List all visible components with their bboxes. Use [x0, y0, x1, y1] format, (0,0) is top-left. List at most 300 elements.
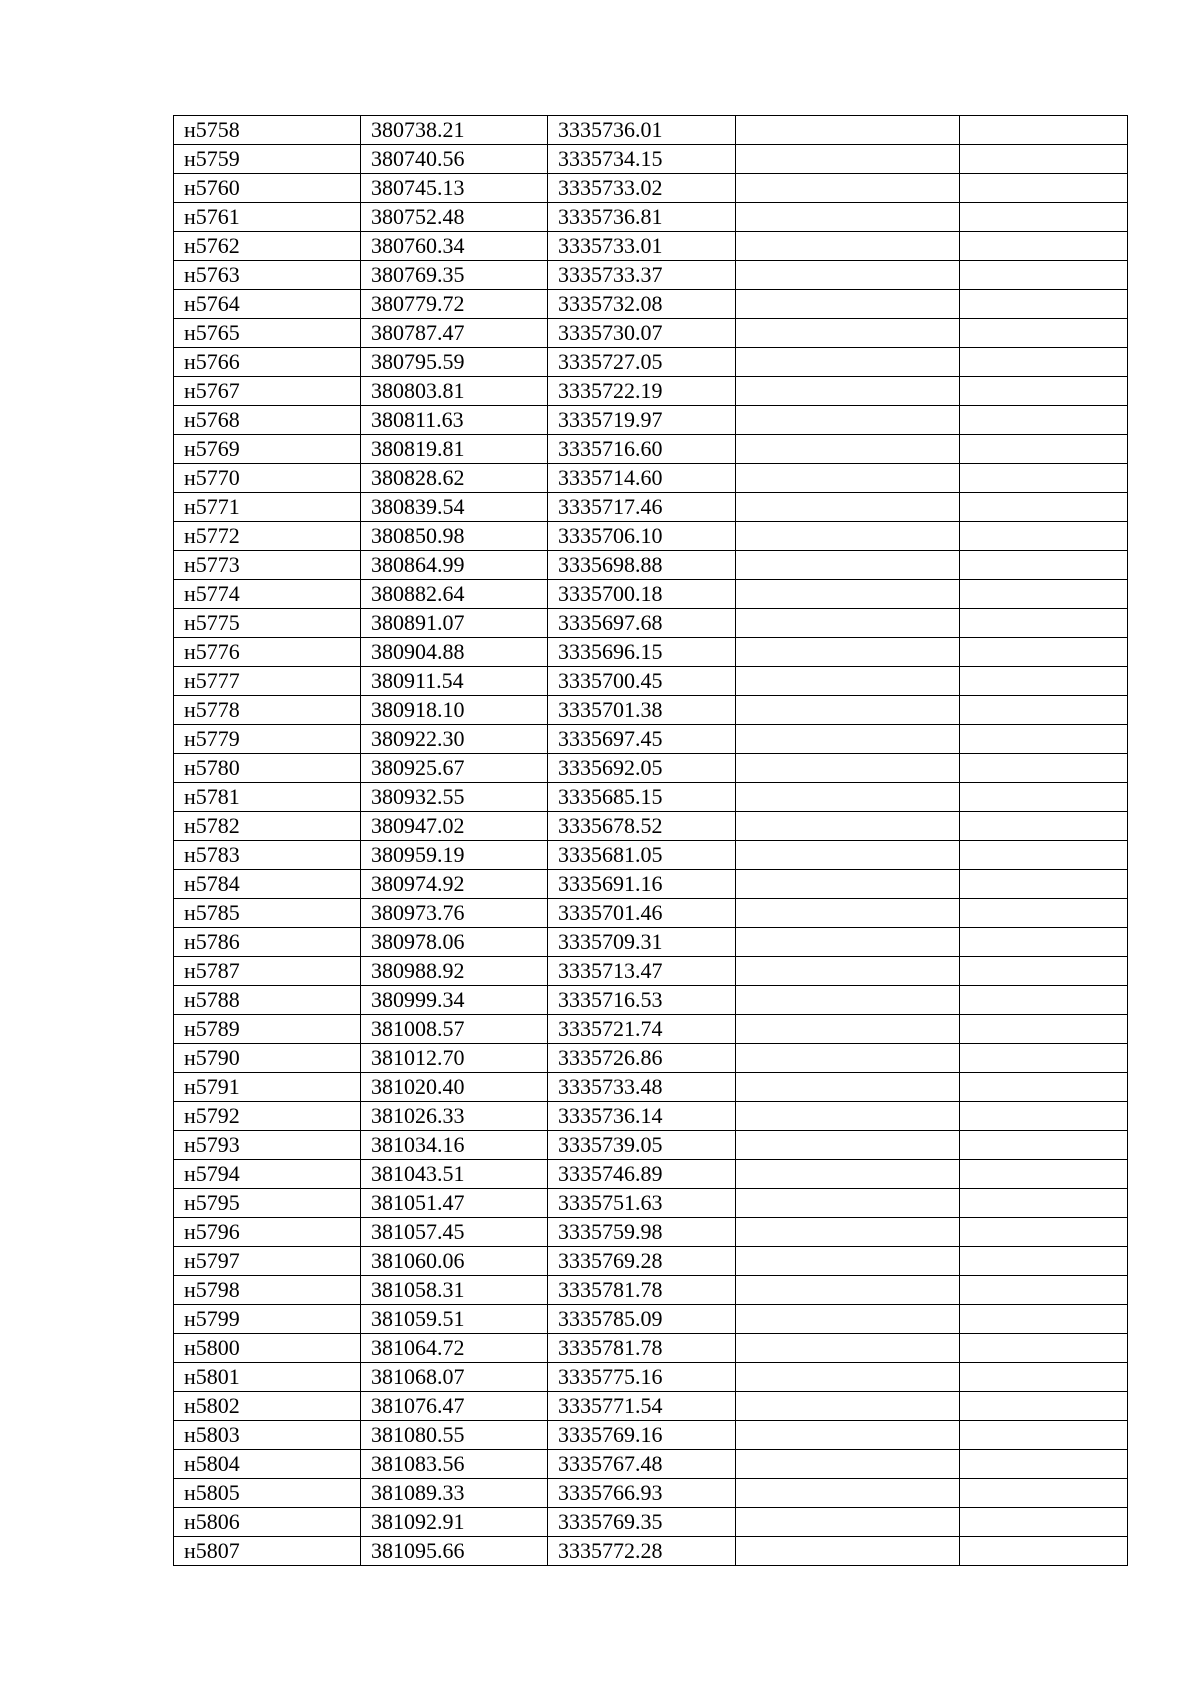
- empty-cell: [736, 493, 960, 522]
- x-coordinate-cell: 380891.07: [361, 609, 548, 638]
- empty-cell: [736, 290, 960, 319]
- y-coordinate-cell: 3335767.48: [548, 1450, 736, 1479]
- point-id-cell: н5784: [174, 870, 361, 899]
- y-coordinate-cell: 3335769.35: [548, 1508, 736, 1537]
- x-coordinate-cell: 380925.67: [361, 754, 548, 783]
- table-row: [174, 725, 1128, 754]
- empty-cell: [960, 116, 1128, 145]
- table-row: [174, 986, 1128, 1015]
- y-coordinate-cell: 3335714.60: [548, 464, 736, 493]
- y-coordinate-cell: 3335698.88: [548, 551, 736, 580]
- x-coordinate-cell: 381026.33: [361, 1102, 548, 1131]
- y-coordinate-cell: 3335717.46: [548, 493, 736, 522]
- point-id-cell: н5786: [174, 928, 361, 957]
- empty-cell: [736, 1218, 960, 1247]
- coordinates-table: [173, 115, 1128, 1566]
- y-coordinate-cell: 3335785.09: [548, 1305, 736, 1334]
- empty-cell: [960, 551, 1128, 580]
- empty-cell: [960, 1421, 1128, 1450]
- table-row: [174, 1189, 1128, 1218]
- table-row: [174, 638, 1128, 667]
- point-id-cell: н5794: [174, 1160, 361, 1189]
- empty-cell: [960, 870, 1128, 899]
- empty-cell: [960, 1334, 1128, 1363]
- point-id-cell: н5805: [174, 1479, 361, 1508]
- point-id-cell: н5764: [174, 290, 361, 319]
- y-coordinate-cell: 3335696.15: [548, 638, 736, 667]
- point-id-cell: н5768: [174, 406, 361, 435]
- x-coordinate-cell: 380922.30: [361, 725, 548, 754]
- table-row: [174, 1131, 1128, 1160]
- table-row: [174, 1334, 1128, 1363]
- x-coordinate-cell: 380769.35: [361, 261, 548, 290]
- y-coordinate-cell: 3335732.08: [548, 290, 736, 319]
- empty-cell: [736, 1015, 960, 1044]
- y-coordinate-cell: 3335727.05: [548, 348, 736, 377]
- table-row: [174, 493, 1128, 522]
- table-row: [174, 232, 1128, 261]
- empty-cell: [736, 1508, 960, 1537]
- point-id-cell: н5795: [174, 1189, 361, 1218]
- empty-cell: [736, 1189, 960, 1218]
- x-coordinate-cell: 381057.45: [361, 1218, 548, 1247]
- y-coordinate-cell: 3335706.10: [548, 522, 736, 551]
- y-coordinate-cell: 3335781.78: [548, 1276, 736, 1305]
- empty-cell: [736, 435, 960, 464]
- point-id-cell: н5777: [174, 667, 361, 696]
- table-row: [174, 1015, 1128, 1044]
- point-id-cell: н5760: [174, 174, 361, 203]
- y-coordinate-cell: 3335691.16: [548, 870, 736, 899]
- empty-cell: [960, 1537, 1128, 1566]
- empty-cell: [736, 812, 960, 841]
- point-id-cell: н5774: [174, 580, 361, 609]
- empty-cell: [736, 232, 960, 261]
- y-coordinate-cell: 3335733.37: [548, 261, 736, 290]
- empty-cell: [736, 1276, 960, 1305]
- y-coordinate-cell: 3335736.01: [548, 116, 736, 145]
- empty-cell: [960, 580, 1128, 609]
- empty-cell: [960, 1044, 1128, 1073]
- table-row: [174, 1044, 1128, 1073]
- y-coordinate-cell: 3335730.07: [548, 319, 736, 348]
- empty-cell: [736, 551, 960, 580]
- empty-cell: [736, 319, 960, 348]
- empty-cell: [960, 1015, 1128, 1044]
- table-row: [174, 1276, 1128, 1305]
- point-id-cell: н5785: [174, 899, 361, 928]
- empty-cell: [960, 145, 1128, 174]
- y-coordinate-cell: 3335719.97: [548, 406, 736, 435]
- x-coordinate-cell: 380850.98: [361, 522, 548, 551]
- table-row: [174, 1160, 1128, 1189]
- y-coordinate-cell: 3335701.46: [548, 899, 736, 928]
- x-coordinate-cell: 381058.31: [361, 1276, 548, 1305]
- table-row: [174, 696, 1128, 725]
- empty-cell: [736, 986, 960, 1015]
- table-row: [174, 1537, 1128, 1566]
- empty-cell: [960, 406, 1128, 435]
- empty-cell: [736, 580, 960, 609]
- point-id-cell: н5770: [174, 464, 361, 493]
- empty-cell: [736, 1044, 960, 1073]
- table-row: [174, 203, 1128, 232]
- point-id-cell: н5796: [174, 1218, 361, 1247]
- y-coordinate-cell: 3335733.02: [548, 174, 736, 203]
- empty-cell: [960, 899, 1128, 928]
- point-id-cell: н5771: [174, 493, 361, 522]
- point-id-cell: н5763: [174, 261, 361, 290]
- point-id-cell: н5788: [174, 986, 361, 1015]
- x-coordinate-cell: 380779.72: [361, 290, 548, 319]
- table-row: [174, 522, 1128, 551]
- empty-cell: [736, 957, 960, 986]
- y-coordinate-cell: 3335736.14: [548, 1102, 736, 1131]
- empty-cell: [960, 1508, 1128, 1537]
- empty-cell: [736, 667, 960, 696]
- table-row: [174, 1102, 1128, 1131]
- empty-cell: [960, 754, 1128, 783]
- empty-cell: [960, 348, 1128, 377]
- point-id-cell: н5759: [174, 145, 361, 174]
- x-coordinate-cell: 380974.92: [361, 870, 548, 899]
- x-coordinate-cell: 381083.56: [361, 1450, 548, 1479]
- table-row: [174, 1363, 1128, 1392]
- y-coordinate-cell: 3335771.54: [548, 1392, 736, 1421]
- y-coordinate-cell: 3335736.81: [548, 203, 736, 232]
- point-id-cell: н5769: [174, 435, 361, 464]
- empty-cell: [960, 493, 1128, 522]
- table-row: [174, 1508, 1128, 1537]
- table-row: [174, 406, 1128, 435]
- empty-cell: [736, 1479, 960, 1508]
- y-coordinate-cell: 3335769.16: [548, 1421, 736, 1450]
- table-row: [174, 870, 1128, 899]
- empty-cell: [736, 928, 960, 957]
- x-coordinate-cell: 380819.81: [361, 435, 548, 464]
- empty-cell: [960, 1479, 1128, 1508]
- y-coordinate-cell: 3335713.47: [548, 957, 736, 986]
- empty-cell: [960, 1131, 1128, 1160]
- y-coordinate-cell: 3335721.74: [548, 1015, 736, 1044]
- point-id-cell: н5798: [174, 1276, 361, 1305]
- x-coordinate-cell: 380882.64: [361, 580, 548, 609]
- x-coordinate-cell: 380828.62: [361, 464, 548, 493]
- empty-cell: [960, 377, 1128, 406]
- x-coordinate-cell: 381060.06: [361, 1247, 548, 1276]
- table-row: [174, 145, 1128, 174]
- x-coordinate-cell: 380760.34: [361, 232, 548, 261]
- empty-cell: [736, 348, 960, 377]
- empty-cell: [960, 290, 1128, 319]
- empty-cell: [736, 1392, 960, 1421]
- empty-cell: [960, 1189, 1128, 1218]
- x-coordinate-cell: 381020.40: [361, 1073, 548, 1102]
- empty-cell: [736, 754, 960, 783]
- empty-cell: [736, 638, 960, 667]
- point-id-cell: н5789: [174, 1015, 361, 1044]
- table-row: [174, 580, 1128, 609]
- point-id-cell: н5791: [174, 1073, 361, 1102]
- empty-cell: [736, 261, 960, 290]
- empty-cell: [960, 1247, 1128, 1276]
- x-coordinate-cell: 381092.91: [361, 1508, 548, 1537]
- x-coordinate-cell: 380803.81: [361, 377, 548, 406]
- empty-cell: [736, 783, 960, 812]
- x-coordinate-cell: 380787.47: [361, 319, 548, 348]
- empty-cell: [736, 609, 960, 638]
- x-coordinate-cell: 381064.72: [361, 1334, 548, 1363]
- y-coordinate-cell: 3335733.48: [548, 1073, 736, 1102]
- table-row: [174, 1421, 1128, 1450]
- x-coordinate-cell: 380973.76: [361, 899, 548, 928]
- empty-cell: [960, 1160, 1128, 1189]
- point-id-cell: н5775: [174, 609, 361, 638]
- empty-cell: [736, 1421, 960, 1450]
- empty-cell: [960, 986, 1128, 1015]
- y-coordinate-cell: 3335697.45: [548, 725, 736, 754]
- table-row: [174, 899, 1128, 928]
- x-coordinate-cell: 380918.10: [361, 696, 548, 725]
- x-coordinate-cell: 380947.02: [361, 812, 548, 841]
- empty-cell: [960, 522, 1128, 551]
- empty-cell: [960, 1363, 1128, 1392]
- y-coordinate-cell: 3335700.18: [548, 580, 736, 609]
- x-coordinate-cell: 380864.99: [361, 551, 548, 580]
- point-id-cell: н5801: [174, 1363, 361, 1392]
- empty-cell: [960, 319, 1128, 348]
- point-id-cell: н5783: [174, 841, 361, 870]
- x-coordinate-cell: 381080.55: [361, 1421, 548, 1450]
- empty-cell: [960, 957, 1128, 986]
- table-row: [174, 1479, 1128, 1508]
- empty-cell: [736, 1131, 960, 1160]
- point-id-cell: н5765: [174, 319, 361, 348]
- y-coordinate-cell: 3335716.53: [548, 986, 736, 1015]
- coordinates-table-body: [174, 116, 1128, 1566]
- x-coordinate-cell: 380752.48: [361, 203, 548, 232]
- empty-cell: [736, 1073, 960, 1102]
- table-row: [174, 348, 1128, 377]
- empty-cell: [960, 1450, 1128, 1479]
- y-coordinate-cell: 3335733.01: [548, 232, 736, 261]
- point-id-cell: н5776: [174, 638, 361, 667]
- point-id-cell: н5761: [174, 203, 361, 232]
- x-coordinate-cell: 380999.34: [361, 986, 548, 1015]
- table-row: [174, 754, 1128, 783]
- x-coordinate-cell: 380839.54: [361, 493, 548, 522]
- x-coordinate-cell: 380932.55: [361, 783, 548, 812]
- empty-cell: [960, 174, 1128, 203]
- y-coordinate-cell: 3335751.63: [548, 1189, 736, 1218]
- x-coordinate-cell: 381059.51: [361, 1305, 548, 1334]
- table-row: [174, 261, 1128, 290]
- point-id-cell: н5806: [174, 1508, 361, 1537]
- table-row: [174, 783, 1128, 812]
- empty-cell: [736, 406, 960, 435]
- y-coordinate-cell: 3335678.52: [548, 812, 736, 841]
- x-coordinate-cell: 380745.13: [361, 174, 548, 203]
- empty-cell: [736, 1160, 960, 1189]
- empty-cell: [736, 696, 960, 725]
- x-coordinate-cell: 381034.16: [361, 1131, 548, 1160]
- y-coordinate-cell: 3335769.28: [548, 1247, 736, 1276]
- y-coordinate-cell: 3335685.15: [548, 783, 736, 812]
- empty-cell: [960, 667, 1128, 696]
- empty-cell: [960, 435, 1128, 464]
- empty-cell: [736, 1334, 960, 1363]
- table-row: [174, 667, 1128, 696]
- y-coordinate-cell: 3335722.19: [548, 377, 736, 406]
- point-id-cell: н5778: [174, 696, 361, 725]
- empty-cell: [960, 609, 1128, 638]
- empty-cell: [960, 841, 1128, 870]
- table-row: [174, 609, 1128, 638]
- empty-cell: [960, 725, 1128, 754]
- x-coordinate-cell: 381076.47: [361, 1392, 548, 1421]
- x-coordinate-cell: 381095.66: [361, 1537, 548, 1566]
- point-id-cell: н5803: [174, 1421, 361, 1450]
- point-id-cell: н5772: [174, 522, 361, 551]
- y-coordinate-cell: 3335697.68: [548, 609, 736, 638]
- empty-cell: [736, 174, 960, 203]
- point-id-cell: н5779: [174, 725, 361, 754]
- point-id-cell: н5800: [174, 1334, 361, 1363]
- x-coordinate-cell: 381089.33: [361, 1479, 548, 1508]
- point-id-cell: н5766: [174, 348, 361, 377]
- empty-cell: [960, 638, 1128, 667]
- empty-cell: [736, 377, 960, 406]
- empty-cell: [736, 899, 960, 928]
- y-coordinate-cell: 3335681.05: [548, 841, 736, 870]
- x-coordinate-cell: 380740.56: [361, 145, 548, 174]
- empty-cell: [960, 1276, 1128, 1305]
- y-coordinate-cell: 3335766.93: [548, 1479, 736, 1508]
- x-coordinate-cell: 381043.51: [361, 1160, 548, 1189]
- empty-cell: [960, 1102, 1128, 1131]
- point-id-cell: н5799: [174, 1305, 361, 1334]
- empty-cell: [736, 1537, 960, 1566]
- y-coordinate-cell: 3335726.86: [548, 1044, 736, 1073]
- y-coordinate-cell: 3335700.45: [548, 667, 736, 696]
- y-coordinate-cell: 3335781.78: [548, 1334, 736, 1363]
- table-row: [174, 319, 1128, 348]
- table-row: [174, 290, 1128, 319]
- y-coordinate-cell: 3335701.38: [548, 696, 736, 725]
- x-coordinate-cell: 381008.57: [361, 1015, 548, 1044]
- point-id-cell: н5790: [174, 1044, 361, 1073]
- empty-cell: [736, 1247, 960, 1276]
- empty-cell: [960, 232, 1128, 261]
- empty-cell: [960, 1073, 1128, 1102]
- empty-cell: [736, 464, 960, 493]
- y-coordinate-cell: 3335709.31: [548, 928, 736, 957]
- empty-cell: [736, 1450, 960, 1479]
- table-row: [174, 551, 1128, 580]
- table-row: [174, 174, 1128, 203]
- point-id-cell: н5787: [174, 957, 361, 986]
- table-row: [174, 435, 1128, 464]
- point-id-cell: н5773: [174, 551, 361, 580]
- empty-cell: [960, 696, 1128, 725]
- empty-cell: [736, 841, 960, 870]
- table-row: [174, 841, 1128, 870]
- x-coordinate-cell: 381068.07: [361, 1363, 548, 1392]
- x-coordinate-cell: 380811.63: [361, 406, 548, 435]
- point-id-cell: н5792: [174, 1102, 361, 1131]
- point-id-cell: н5807: [174, 1537, 361, 1566]
- x-coordinate-cell: 380959.19: [361, 841, 548, 870]
- empty-cell: [960, 783, 1128, 812]
- point-id-cell: н5802: [174, 1392, 361, 1421]
- empty-cell: [960, 928, 1128, 957]
- y-coordinate-cell: 3335739.05: [548, 1131, 736, 1160]
- x-coordinate-cell: 381012.70: [361, 1044, 548, 1073]
- point-id-cell: н5758: [174, 116, 361, 145]
- empty-cell: [736, 145, 960, 174]
- x-coordinate-cell: 380795.59: [361, 348, 548, 377]
- x-coordinate-cell: 380904.88: [361, 638, 548, 667]
- table-row: [174, 116, 1128, 145]
- point-id-cell: н5762: [174, 232, 361, 261]
- table-row: [174, 1450, 1128, 1479]
- y-coordinate-cell: 3335692.05: [548, 754, 736, 783]
- table-row: [174, 1305, 1128, 1334]
- point-id-cell: н5767: [174, 377, 361, 406]
- empty-cell: [960, 1218, 1128, 1247]
- table-row: [174, 1073, 1128, 1102]
- point-id-cell: н5797: [174, 1247, 361, 1276]
- y-coordinate-cell: 3335775.16: [548, 1363, 736, 1392]
- y-coordinate-cell: 3335716.60: [548, 435, 736, 464]
- y-coordinate-cell: 3335746.89: [548, 1160, 736, 1189]
- empty-cell: [960, 1392, 1128, 1421]
- table-row: [174, 928, 1128, 957]
- empty-cell: [736, 203, 960, 232]
- x-coordinate-cell: 380988.92: [361, 957, 548, 986]
- x-coordinate-cell: 380978.06: [361, 928, 548, 957]
- empty-cell: [960, 261, 1128, 290]
- table-row: [174, 812, 1128, 841]
- empty-cell: [736, 1305, 960, 1334]
- point-id-cell: н5793: [174, 1131, 361, 1160]
- empty-cell: [960, 464, 1128, 493]
- empty-cell: [960, 812, 1128, 841]
- empty-cell: [736, 1102, 960, 1131]
- x-coordinate-cell: 380911.54: [361, 667, 548, 696]
- empty-cell: [736, 1363, 960, 1392]
- y-coordinate-cell: 3335772.28: [548, 1537, 736, 1566]
- point-id-cell: н5780: [174, 754, 361, 783]
- point-id-cell: н5781: [174, 783, 361, 812]
- point-id-cell: н5804: [174, 1450, 361, 1479]
- empty-cell: [736, 116, 960, 145]
- empty-cell: [736, 725, 960, 754]
- table-row: [174, 377, 1128, 406]
- empty-cell: [960, 1305, 1128, 1334]
- x-coordinate-cell: 380738.21: [361, 116, 548, 145]
- table-row: [174, 1247, 1128, 1276]
- table-row: [174, 957, 1128, 986]
- empty-cell: [960, 203, 1128, 232]
- empty-cell: [736, 870, 960, 899]
- table-row: [174, 1218, 1128, 1247]
- empty-cell: [736, 522, 960, 551]
- table-row: [174, 464, 1128, 493]
- x-coordinate-cell: 381051.47: [361, 1189, 548, 1218]
- y-coordinate-cell: 3335734.15: [548, 145, 736, 174]
- y-coordinate-cell: 3335759.98: [548, 1218, 736, 1247]
